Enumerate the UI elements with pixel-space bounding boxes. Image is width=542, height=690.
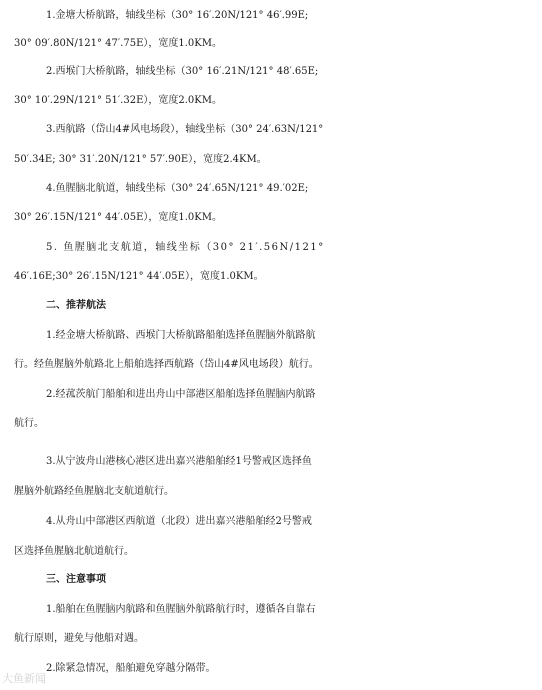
section-heading-precautions: 三、注意事项: [46, 574, 106, 585]
route-5-line-2: 46′.16E;30° 26′.15N/121° 44′.05E），宽度1.0KM。: [14, 271, 264, 282]
precaution-1-line-1: 1.船舶在鱼腥脑内航路和鱼腥脑外航路航行时，遵循各自靠右: [46, 604, 316, 615]
method-4-line-1: 4.从舟山中部港区西航道（北段）进出嘉兴港船舶经2号警戒: [46, 516, 312, 527]
method-2-line-2: 航行。: [14, 418, 44, 429]
method-3-line-1: 3.从宁波舟山港核心港区进出嘉兴港船舶经1号警戒区选择鱼: [46, 456, 312, 467]
precaution-1-line-2: 航行原则，避免与他船对遇。: [14, 633, 144, 644]
method-2-line-1: 2.经菰茨航门船舶和进出舟山中部港区船舶选择鱼腥脑内航路: [46, 389, 316, 400]
method-3-line-2: 腥脑外航路经鱼腥脑北支航道航行。: [14, 486, 174, 497]
precaution-2-line-1: 2.除紧急情况，船舶避免穿越分隔带。: [46, 663, 216, 674]
route-3-line-1: 3.西航路（岱山4#风电场段），轴线坐标（30° 24′.63N/121°: [46, 124, 324, 135]
route-1-line-1: 1.金塘大桥航路，轴线坐标（30° 16′.20N/121° 46′.99E;: [46, 10, 309, 21]
route-5-line-1: 5. 鱼腥脑北支航道，轴线坐标（30° 21′.56N/121°: [46, 242, 325, 253]
route-4-line-1: 4.鱼腥脑北航道，轴线坐标（30° 24′.65N/121° 49.′02E;: [46, 183, 309, 194]
route-2-line-1: 2.西堠门大桥航路，轴线坐标（30° 16′.21N/121° 48′.65E;: [46, 66, 319, 77]
method-1-line-1: 1.经金塘大桥航路、西堠门大桥航路船舶选择鱼腥脑外航路航: [46, 330, 316, 341]
route-1-line-2: 30° 09′.80N/121° 47′.75E），宽度1.0KM。: [14, 38, 222, 49]
method-1-line-2: 行。经鱼腥脑外航路北上船舶选择西航路（岱山4#风电场段）航行。: [14, 359, 319, 370]
route-4-line-2: 30° 26′.15N/121° 44′.05E），宽度1.0KM。: [14, 212, 222, 223]
route-3-line-2: 50′.34E; 30° 31′.20N/121° 57′.90E），宽度2.4KM。: [14, 154, 267, 165]
section-heading-recommended-navigation: 二、推荐航法: [46, 300, 106, 311]
route-2-line-2: 30° 10′.29N/121° 51′.32E），宽度2.0KM。: [14, 95, 222, 106]
watermark: 大鱼新闻: [2, 672, 46, 685]
method-4-line-2: 区选择鱼腥脑北航道航行。: [14, 546, 134, 557]
